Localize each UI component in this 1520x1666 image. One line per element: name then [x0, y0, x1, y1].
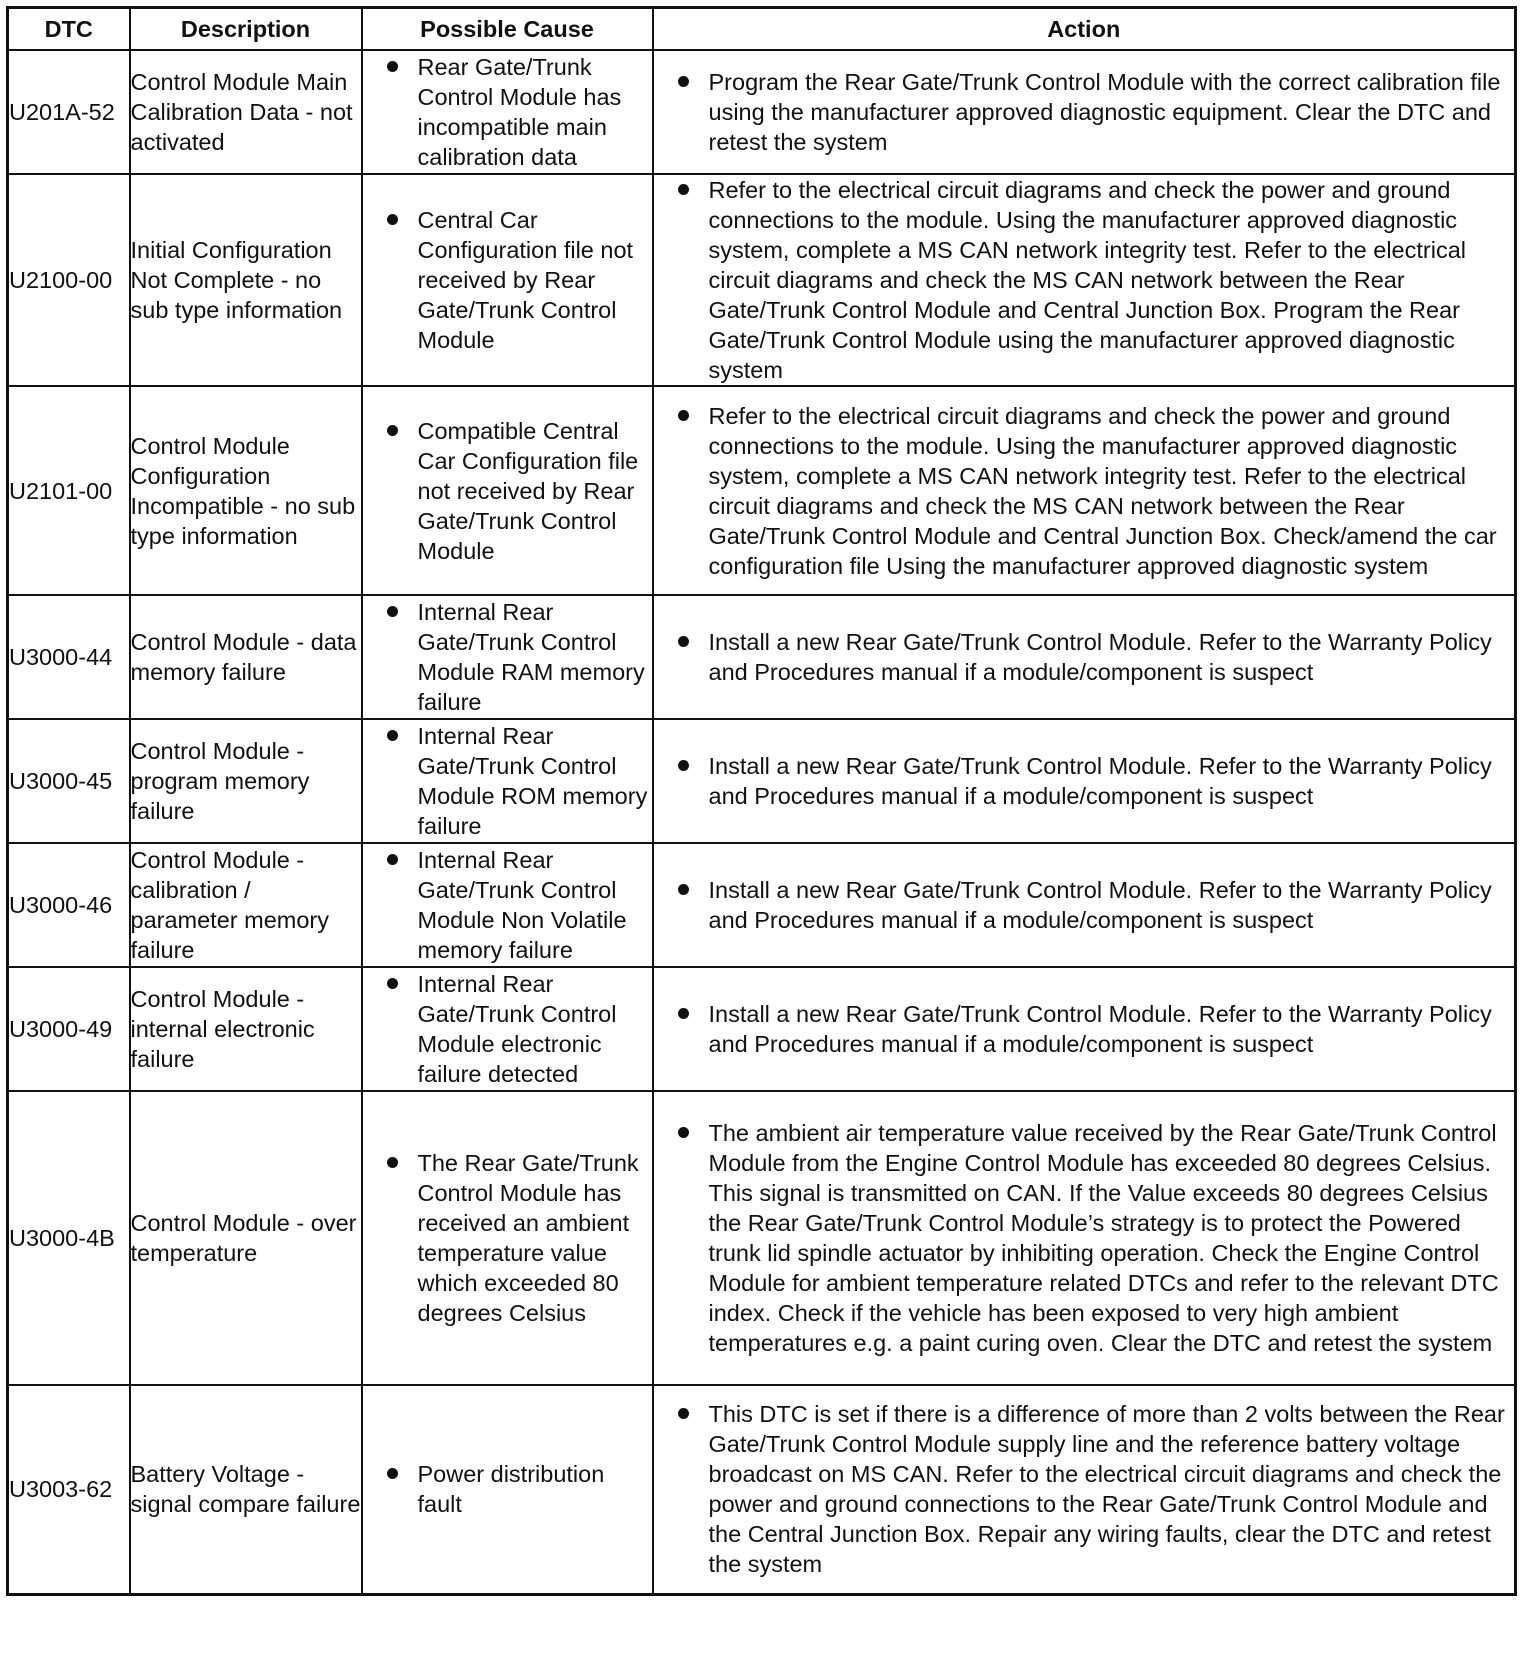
dtc-description: Initial Configuration Not Complete - no sub type information: [130, 174, 362, 386]
bullet-icon: [678, 1408, 689, 1419]
possible-cause: [362, 1385, 653, 1594]
action-text: Install a new Rear Gate/Trunk Control Module. Refer to the Warranty Policy and Procedures manual if a module/component is suspect: [708, 1001, 1492, 1057]
cause-text: Rear Gate/Trunk Control Module has incompatible main calibration data: [417, 54, 622, 170]
bullet-icon: [387, 1157, 398, 1168]
action-text: Install a new Rear Gate/Trunk Control Module. Refer to the Warranty Policy and Procedures manual if a module/component is suspect: [708, 629, 1492, 685]
action-text: Install a new Rear Gate/Trunk Control Module. Refer to the Warranty Policy and Procedures manual if a module/component is suspect: [708, 753, 1492, 809]
dtc-code: U3000-4B: [8, 1091, 130, 1385]
dtc-code: U3000-45: [8, 719, 130, 843]
dtc-description: Control Module - calibration / parameter memory failure: [130, 843, 362, 967]
possible-cause: [362, 843, 653, 967]
action-bullet-item: [654, 401, 1515, 581]
table-row: [8, 719, 1516, 843]
cause-bullet-item: [363, 52, 652, 172]
cause-bullet-item: [363, 416, 652, 566]
possible-cause: [362, 719, 653, 843]
possible-cause: [362, 595, 653, 719]
table-row: [8, 386, 1516, 595]
header-action: Action: [653, 8, 1516, 51]
action: [653, 386, 1516, 595]
action-text: Program the Rear Gate/Trunk Control Module with the correct calibration file using the manufacturer approved diagnostic equipment. Clear the DTC and retest the system: [708, 69, 1501, 155]
cause-text: Internal Rear Gate/Trunk Control Module electronic failure detected: [417, 971, 617, 1087]
action: [653, 1091, 1516, 1385]
dtc-description: Control Module Main Calibration Data - not activated: [130, 50, 362, 174]
action-bullet-item: [654, 67, 1515, 157]
dtc-code: U201A-52: [8, 50, 130, 174]
action-text: Refer to the electrical circuit diagrams and check the power and ground connections to the module. Using the manufacturer approved diagnostic system, complete a MS CAN network integrity test. Refer to the electrical circuit diagrams and check the MS CAN network between the Rear Gate/Trunk Control Module and Central Junction Box. Program the Rear Gate/Trunk Control Module using the manufacturer approved diagnostic system: [708, 177, 1466, 383]
dtc-code: U3003-62: [8, 1385, 130, 1594]
table-header-row: [8, 8, 1516, 51]
dtc-code: U3000-49: [8, 967, 130, 1091]
possible-cause: [362, 50, 653, 174]
cause-bullet-item: [363, 1459, 652, 1519]
action-bullet-item: [654, 627, 1515, 687]
action: [653, 719, 1516, 843]
table-row: [8, 174, 1516, 386]
cause-text: Internal Rear Gate/Trunk Control Module Non Volatile memory failure: [417, 847, 627, 963]
table-row: [8, 50, 1516, 174]
bullet-icon: [678, 636, 689, 647]
bullet-icon: [387, 606, 398, 617]
bullet-icon: [387, 61, 398, 72]
table-row: [8, 1385, 1516, 1594]
dtc-description: Control Module Configuration Incompatible - no sub type information: [130, 386, 362, 595]
cause-text: Power distribution fault: [417, 1461, 605, 1518]
dtc-code: U2100-00: [8, 174, 130, 386]
dtc-description: Control Module - program memory failure: [130, 719, 362, 843]
cause-text: Internal Rear Gate/Trunk Control Module RAM memory failure: [417, 599, 645, 715]
cause-text: The Rear Gate/Trunk Control Module has received an ambient temperature value which exceeded 80 degrees Celsius: [417, 1150, 639, 1326]
cause-text: Internal Rear Gate/Trunk Control Module ROM memory failure: [417, 723, 648, 839]
bullet-icon: [678, 1127, 689, 1138]
table-row: [8, 595, 1516, 719]
action-text: The ambient air temperature value received by the Rear Gate/Trunk Control Module from the Engine Control Module has exceeded 80 degrees Celsius. This signal is transmitted on CAN. If the Value exceeds 80 degrees Celsius the Rear Gate/Trunk Control Module’s strategy is to protect the Powered trunk lid spindle actuator by inhibiting operation. Check the Engine Control Module for ambient temperature related DTCs and refer to the relevant DTC index. Check if the vehicle has been exposed to very high ambient temperatures e.g. a paint curing oven. Clear the DTC and retest the system: [708, 1120, 1499, 1356]
bullet-icon: [678, 410, 689, 421]
action: [653, 174, 1516, 386]
action: [653, 50, 1516, 174]
possible-cause: [362, 174, 653, 386]
action: [653, 843, 1516, 967]
cause-text: Central Car Configuration file not received by Rear Gate/Trunk Control Module: [417, 207, 634, 353]
cause-bullet-item: [363, 721, 652, 841]
possible-cause: [362, 1091, 653, 1385]
table-row: [8, 843, 1516, 967]
bullet-icon: [678, 184, 689, 195]
bullet-icon: [387, 425, 398, 436]
bullet-icon: [678, 1008, 689, 1019]
possible-cause: [362, 967, 653, 1091]
dtc-code: U3000-46: [8, 843, 130, 967]
action-bullet-item: [654, 999, 1515, 1059]
bullet-icon: [387, 854, 398, 865]
action-bullet-item: [654, 1118, 1515, 1358]
cause-text: Compatible Central Car Configuration file not received by Rear Gate/Trunk Control Module: [417, 417, 639, 564]
bullet-icon: [387, 214, 398, 225]
dtc-description: Battery Voltage - signal compare failure: [130, 1385, 362, 1594]
bullet-icon: [387, 978, 398, 989]
bullet-icon: [678, 76, 689, 87]
cause-bullet-item: [363, 1148, 652, 1328]
action-bullet-item: [654, 751, 1515, 811]
dtc-table-page: [6, 6, 1514, 1660]
header-dtc: DTC: [8, 8, 130, 51]
bullet-icon: [387, 1468, 398, 1479]
table-row: [8, 1091, 1516, 1385]
action: [653, 967, 1516, 1091]
dtc-table: [6, 6, 1517, 1596]
action-text: This DTC is set if there is a difference of more than 2 volts between the Rear Gate/Trunk Control Module supply line and the reference battery voltage broadcast on MS CAN. Refer to the electrical circuit diagrams and check the power and ground connections to the Rear Gate/Trunk Control Module and the Central Junction Box. Repair any wiring faults, clear the DTC and retest the system: [708, 1401, 1505, 1578]
possible-cause: [362, 386, 653, 595]
cause-bullet-item: [363, 205, 652, 355]
dtc-code: U3000-44: [8, 595, 130, 719]
action-text: Refer to the electrical circuit diagrams and check the power and ground connections to the module. Using the manufacturer approved diagnostic system, complete a MS CAN network integrity test. Refer to the electrical circuit diagrams and check the MS CAN network between the Rear Gate/Trunk Control Module and Central Junction Box. Check/amend the car configuration file Using the manufacturer approved diagnostic system: [708, 402, 1497, 579]
cause-bullet-item: [363, 845, 652, 965]
action: [653, 595, 1516, 719]
bullet-icon: [678, 760, 689, 771]
header-description: Description: [130, 8, 362, 51]
action: [653, 1385, 1516, 1594]
table-row: [8, 967, 1516, 1091]
bullet-icon: [678, 884, 689, 895]
cause-bullet-item: [363, 969, 652, 1089]
dtc-description: Control Module - data memory failure: [130, 595, 362, 719]
action-bullet-item: [654, 875, 1515, 935]
action-bullet-item: [654, 175, 1515, 385]
dtc-description: Control Module - internal electronic failure: [130, 967, 362, 1091]
action-text: Install a new Rear Gate/Trunk Control Module. Refer to the Warranty Policy and Procedures manual if a module/component is suspect: [708, 877, 1492, 933]
dtc-code: U2101-00: [8, 386, 130, 595]
dtc-description: Control Module - over temperature: [130, 1091, 362, 1385]
action-bullet-item: [654, 1399, 1515, 1579]
bullet-icon: [387, 730, 398, 741]
header-possible-cause: Possible Cause: [362, 8, 653, 51]
cause-bullet-item: [363, 597, 652, 717]
